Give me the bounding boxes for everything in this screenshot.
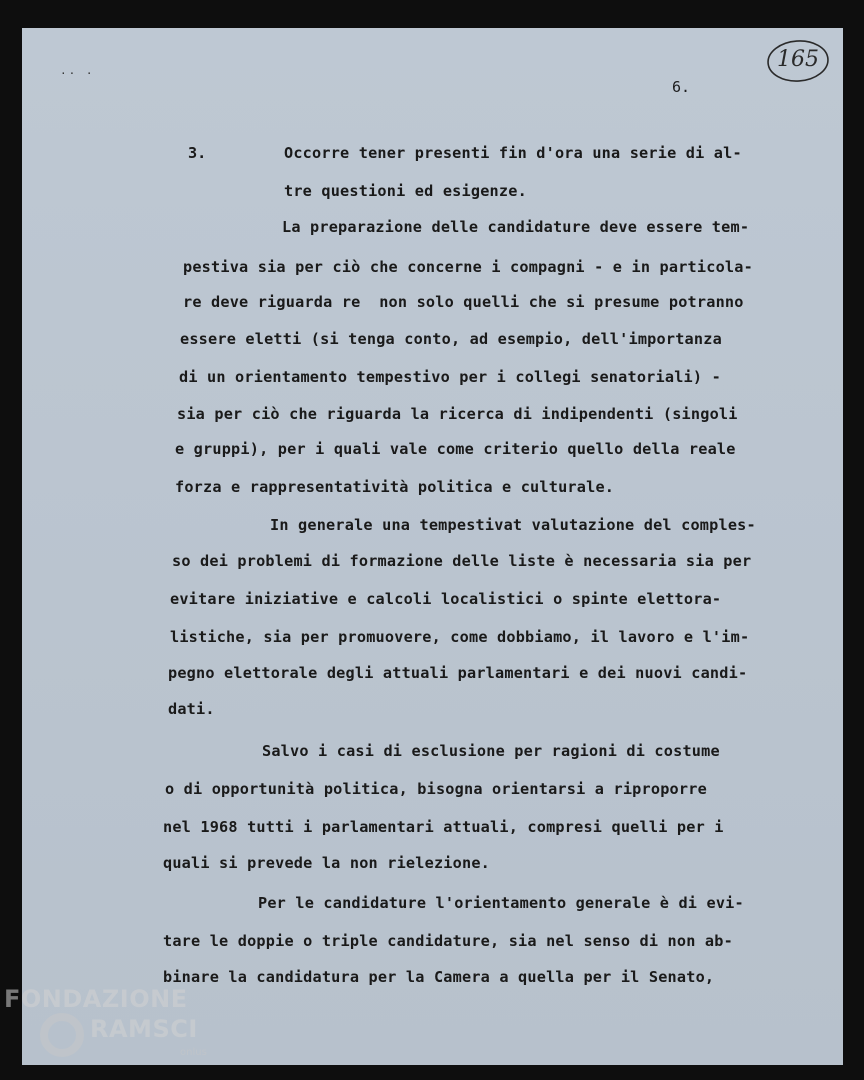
text-line: o di opportunità politica, bisogna orientarsi a riproporre <box>165 780 707 798</box>
text-line: dati. <box>168 700 215 718</box>
watermark-g-logo-icon <box>40 1013 84 1057</box>
text-line: tare le doppie o triple candidature, sia nel senso di non ab- <box>163 932 733 950</box>
text-line: di un orientamento tempestivo per i collegi senatoriali) - <box>179 368 721 386</box>
watermark-line-2: RAMSCI <box>90 1015 198 1043</box>
text-line: binare la candidatura per la Camera a quella per il Senato, <box>163 968 715 986</box>
text-line: forza e rappresentatività politica e culturale. <box>175 478 615 496</box>
folio-number: 165 <box>777 47 819 72</box>
folio-stamp <box>766 38 830 84</box>
section-number: 3. <box>188 144 207 162</box>
text-line: pestiva sia per ciò che concerne i compagni - e in particola- <box>183 258 753 276</box>
text-line: essere eletti (si tenga conto, ad esempio, dell'importanza <box>180 330 722 348</box>
fondazione-gramsci-watermark <box>4 985 224 1075</box>
text-line: nel 1968 tutti i parlamentari attuali, compresi quelli per i <box>163 818 724 836</box>
text-line: evitare iniziative e calcoli localistici o spinte elettora- <box>170 590 722 608</box>
text-line: e gruppi), per i quali vale come criterio quello della reale <box>175 440 736 458</box>
text-line: Salvo i casi di esclusione per ragioni di costume <box>262 742 720 760</box>
corner-mark: .. . <box>60 64 95 77</box>
watermark-line-1: FONDAZIONE <box>4 985 188 1013</box>
text-line: listiche, sia per promuovere, come dobbiamo, il lavoro e l'im- <box>170 628 750 646</box>
text-line: Per le candidature l'orientamento generale è di evi- <box>258 894 744 912</box>
text-line: In generale una tempestivat valutazione del comples- <box>270 516 756 534</box>
text-line: tre questioni ed esigenze. <box>284 182 527 200</box>
text-line: re deve riguarda re non solo quelli che si presume potranno <box>183 293 744 311</box>
watermark-onlus: onlus <box>180 1047 207 1058</box>
text-line: Occorre tener presenti fin d'ora una serie di al- <box>284 144 742 162</box>
text-line: quali si prevede la non rielezione. <box>163 854 491 872</box>
text-line: so dei problemi di formazione delle liste è necessaria sia per <box>172 552 752 570</box>
text-line: La preparazione delle candidature deve essere tem- <box>282 218 750 236</box>
page-number: 6. <box>672 78 691 96</box>
text-line: sia per ciò che riguarda la ricerca di indipendenti (singoli <box>177 405 738 423</box>
text-line: pegno elettorale degli attuali parlamentari e dei nuovi candi- <box>168 664 748 682</box>
